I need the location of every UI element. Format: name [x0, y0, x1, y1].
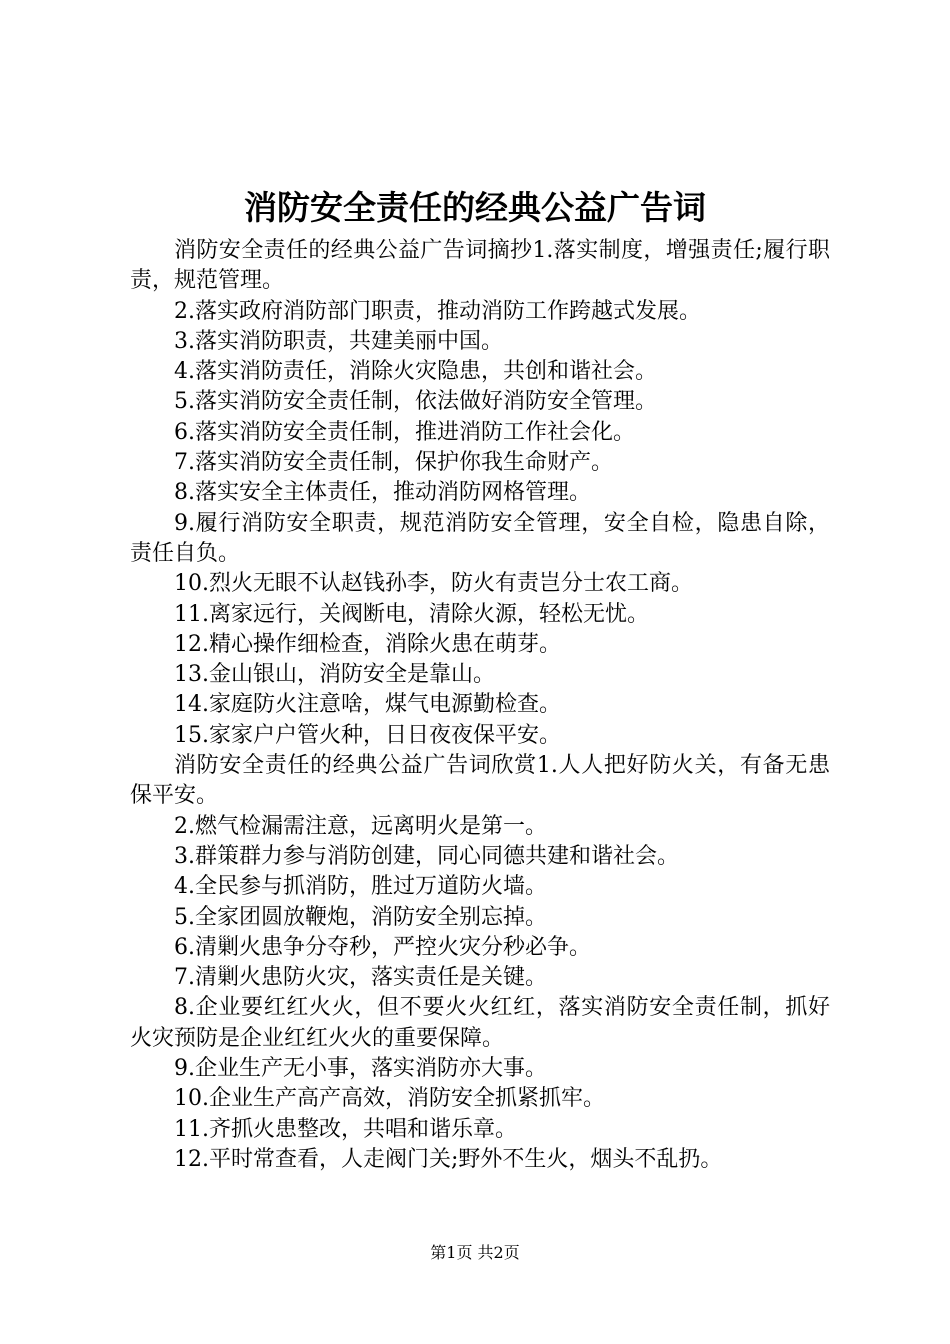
- document-title: 消防安全责任的经典公益广告词: [244, 188, 706, 227]
- paragraph: 6.落实消防安全责任制，推进消防工作社会化。: [174, 419, 635, 445]
- paragraph: 5.落实消防安全责任制，依法做好消防安全管理。: [174, 389, 657, 415]
- paragraph: 9.企业生产无小事，落实消防亦大事。: [174, 1056, 547, 1082]
- paragraph: 3.落实消防职责，共建美丽中国。: [174, 328, 503, 354]
- paragraph: 消防安全责任的经典公益广告词欣赏1.人人把好防火关，有备无患保平安。: [130, 753, 830, 809]
- paragraph: 15.家家户户管火种，日日夜夜保平安。: [174, 722, 561, 748]
- paragraph: 10.烈火无眼不认赵钱孙李，防火有责岂分士农工商。: [174, 571, 693, 597]
- paragraph: 9.履行消防安全职责，规范消防安全管理，安全自检，隐患自除，责任自负。: [130, 510, 830, 566]
- paragraph: 7.清剿火患防火灾，落实责任是关键。: [174, 965, 547, 991]
- paragraph: 8.落实安全主体责任，推动消防网格管理。: [174, 480, 591, 506]
- paragraph: 12.精心操作细检查，消除火患在萌芽。: [174, 631, 561, 657]
- paragraph: 10.企业生产高产高效，消防安全抓紧抓牢。: [174, 1086, 605, 1112]
- paragraph: 11.齐抓火患整改，共唱和谐乐章。: [174, 1116, 517, 1142]
- paragraph: 2.燃气检漏需注意，远离明火是第一。: [174, 813, 547, 839]
- paragraph: 4.落实消防责任，消除火灾隐患，共创和谐社会。: [174, 359, 657, 385]
- paragraph: 5.全家团圆放鞭炮，消防安全别忘掉。: [174, 904, 547, 930]
- page-footer: 第1页 共2页: [430, 1243, 520, 1262]
- paragraph: 6.清剿火患争分夺秒，严控火灾分秒必争。: [174, 934, 591, 960]
- paragraph: 4.全民参与抓消防，胜过万道防火墙。: [174, 874, 547, 900]
- document-body: [130, 236, 830, 1175]
- paragraph: 消防安全责任的经典公益广告词摘抄1.落实制度，增强责任;履行职责，规范管理。: [130, 238, 830, 294]
- paragraph: 11.离家远行，关阀断电，清除火源，轻松无忧。: [174, 601, 649, 627]
- paragraph: 3.群策群力参与消防创建，同心同德共建和谐社会。: [174, 843, 679, 869]
- paragraph: 2.落实政府消防部门职责，推动消防工作跨越式发展。: [174, 298, 701, 324]
- paragraph: 14.家庭防火注意啥，煤气电源勤检查。: [174, 692, 561, 718]
- paragraph: 12.平时常查看，人走阀门关;野外不生火，烟头不乱扔。: [174, 1146, 723, 1172]
- paragraph: 13.金山银山，消防安全是靠山。: [174, 662, 495, 688]
- paragraph: 8.企业要红红火火，但不要火火红红，落实消防安全责任制，抓好火灾预防是企业红红火火的重要保障。: [130, 995, 830, 1051]
- paragraph: 7.落实消防安全责任制，保护你我生命财产。: [174, 450, 613, 476]
